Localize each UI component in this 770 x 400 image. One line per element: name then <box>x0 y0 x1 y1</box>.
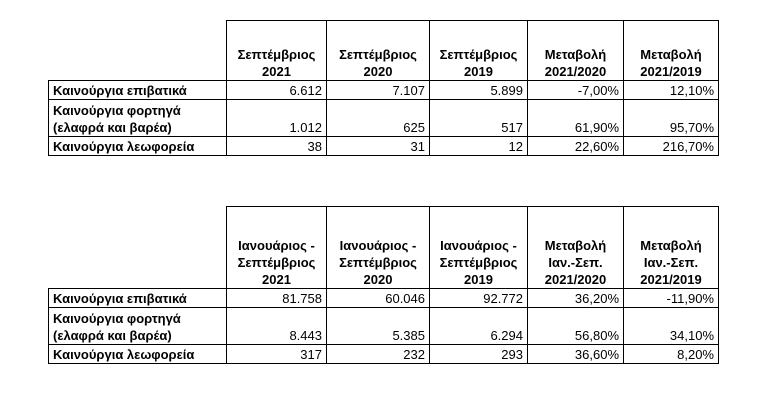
data-cell: 12,10% <box>624 81 719 100</box>
header-line: Μεταβολή <box>640 47 702 62</box>
header-cell <box>227 21 327 81</box>
blank-corner-cell <box>49 21 227 81</box>
data-cell: 34,10% <box>624 308 719 345</box>
header-cell <box>430 207 528 289</box>
data-cell: 95,70% <box>624 100 719 137</box>
header-line: Σεπτέμβριος <box>237 47 316 62</box>
data-cell: 317 <box>227 345 327 364</box>
data-cell: 81.758 <box>227 289 327 308</box>
data-cell: 36,20% <box>528 289 624 308</box>
data-cell: 22,60% <box>528 137 624 156</box>
table-row <box>49 289 719 308</box>
header-line: Ιανουάριος - <box>339 238 417 253</box>
header-cell <box>624 21 719 81</box>
data-cell: 61,90% <box>528 100 624 137</box>
header-cell <box>528 21 624 81</box>
data-cell: 12 <box>430 137 528 156</box>
header-line: Μεταβολή <box>544 47 607 62</box>
data-cell: -11,90% <box>624 289 719 308</box>
data-cell: 232 <box>327 345 430 364</box>
data-cell: 8.443 <box>227 308 327 345</box>
header-cell <box>327 207 430 289</box>
header-line: Μεταβολή <box>640 238 702 253</box>
header-line: Σεπτέμβριος <box>439 255 518 270</box>
row-label-line: (ελαφρά και βαρέα) <box>53 328 172 343</box>
header-line: Μεταβολή <box>544 238 607 253</box>
data-cell: 92.772 <box>430 289 528 308</box>
header-line: 2021/2020 <box>544 64 607 79</box>
table-row <box>49 137 719 156</box>
header-row <box>49 21 719 81</box>
header-line: Σεπτέμβριος <box>339 255 417 270</box>
data-cell: 31 <box>327 137 430 156</box>
row-label: Καινούργια επιβατικά <box>49 289 227 308</box>
row-label-line: Καινούργια φορτηγά <box>53 103 181 118</box>
row-label-line: Καινούργια φορτηγά <box>53 311 181 326</box>
header-cell <box>528 207 624 289</box>
january-september-table <box>48 206 719 364</box>
data-cell: 6.294 <box>430 308 528 345</box>
header-line: Σεπτέμβριος <box>339 47 417 62</box>
table-row <box>49 308 719 345</box>
header-line: 2020 <box>363 64 393 79</box>
row-label: Καινούργια λεωφορεία <box>49 137 227 156</box>
data-cell: 8,20% <box>624 345 719 364</box>
data-cell: 36,60% <box>528 345 624 364</box>
header-line: 2021 <box>262 272 291 287</box>
row-label-line: (ελαφρά και βαρέα) <box>53 120 172 135</box>
header-cell <box>227 207 327 289</box>
header-line: 2021/2020 <box>544 272 607 287</box>
data-cell: 5.385 <box>327 308 430 345</box>
header-row <box>49 207 719 289</box>
header-cell <box>624 207 719 289</box>
september-table <box>48 20 719 156</box>
header-line: 2019 <box>464 64 493 79</box>
data-cell: 1.012 <box>227 100 327 137</box>
data-cell: 216,70% <box>624 137 719 156</box>
header-cell <box>327 21 430 81</box>
data-cell: 38 <box>227 137 327 156</box>
row-label <box>49 308 227 345</box>
header-line: 2021/2019 <box>640 64 702 79</box>
header-line: Ιανουάριος - <box>440 238 517 253</box>
header-line: 2021 <box>262 64 291 79</box>
data-cell: 6.612 <box>227 81 327 100</box>
table-row <box>49 345 719 364</box>
header-line: 2019 <box>464 272 493 287</box>
row-label: Καινούργια επιβατικά <box>49 81 227 100</box>
data-cell: 517 <box>430 100 528 137</box>
header-line: 2020 <box>363 272 393 287</box>
header-line: Ιανουάριος - <box>238 238 315 253</box>
data-cell: -7,00% <box>528 81 624 100</box>
row-label <box>49 100 227 137</box>
table-row <box>49 81 719 100</box>
header-line: Ιαν.-Σεπ. <box>548 255 603 270</box>
header-cell <box>430 21 528 81</box>
row-label: Καινούργια λεωφορεία <box>49 345 227 364</box>
header-line: Σεπτέμβριος <box>237 255 316 270</box>
header-line: Ιαν.-Σεπ. <box>643 255 699 270</box>
table-row <box>49 100 719 137</box>
data-cell: 7.107 <box>327 81 430 100</box>
header-line: 2021/2019 <box>640 272 702 287</box>
data-cell: 5.899 <box>430 81 528 100</box>
data-cell: 625 <box>327 100 430 137</box>
blank-corner-cell <box>49 207 227 289</box>
data-cell: 56,80% <box>528 308 624 345</box>
data-cell: 293 <box>430 345 528 364</box>
header-line: Σεπτέμβριος <box>439 47 518 62</box>
data-cell: 60.046 <box>327 289 430 308</box>
